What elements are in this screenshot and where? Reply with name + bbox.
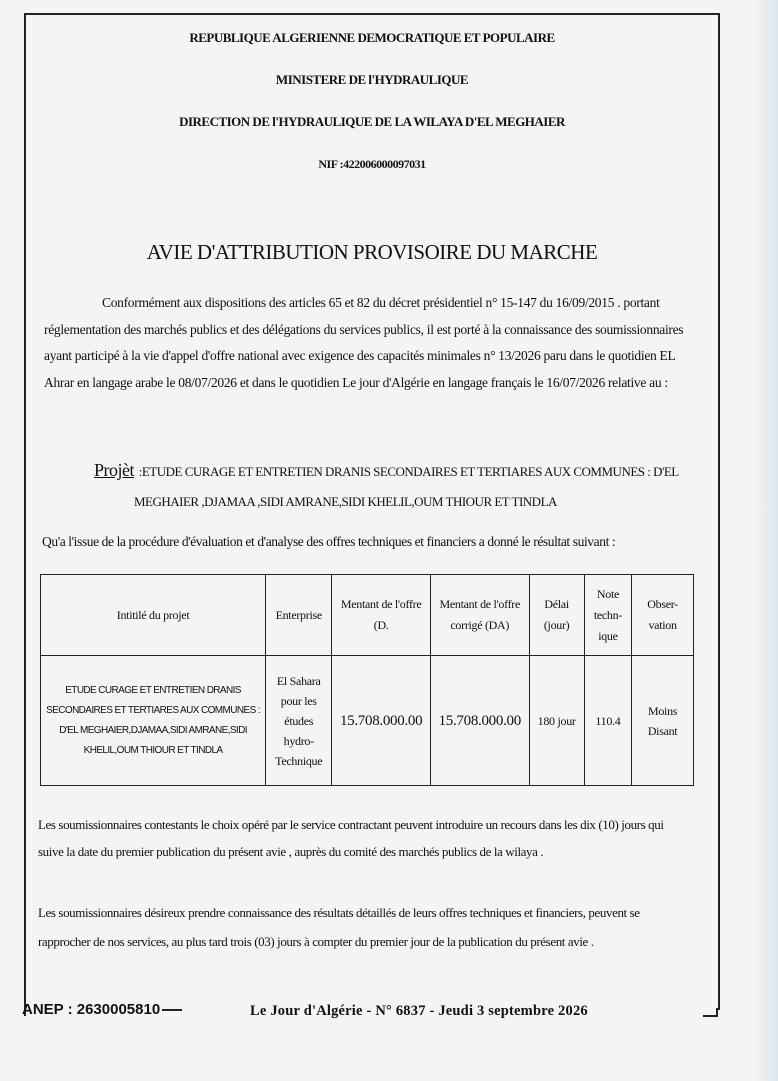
consultation-paragraph: Les soumissionnaires désireux prendre connaissance des résultats détaillés de leurs offres techniques et financiers, peuvent se rapprocher de nos services, au plus tard trois (03) jours à compter du premier jour de la publication du présent avie . xyxy=(38,905,640,949)
cell-montant: 15.708.000.00 xyxy=(332,656,431,786)
frame-bottom-right xyxy=(703,1015,718,1017)
th-delai: Délai (jour) xyxy=(529,575,584,656)
page-title: AVIE D'ATTRIBUTION PROVISOIRE DU MARCHE xyxy=(146,240,598,264)
scan-edge-strip xyxy=(752,0,778,1081)
header-ministere: MINISTERE DE l'HYDRAULIQUE xyxy=(275,72,469,87)
th-montant: Mentant de l'offre (D. xyxy=(332,575,431,656)
anep-reference xyxy=(22,1001,184,1018)
recours-paragraph: Les soumissionnaires contestants le choix opéré par le service contractant peuvent introduire un recours dans les dix (10) jours qui suive la date du premier publication du présent avie , auprès du comité des marchés publics de la wilaya . xyxy=(38,817,664,859)
header-republique: REPUBLIQUE ALGERIENNE DEMOCRATIQUE ET POPULAIRE xyxy=(189,30,555,45)
intro-paragraph xyxy=(44,290,684,396)
cell-intitule: ETUDE CURAGE ET ENTRETIEN DRANIS SECONDAIRES ET TERTIARES AUX COMMUNES : D'EL MEGHAIER,DJAMAA,SIDI AMRANE,SIDI KHELIL,OUM THIOUR ET TINDLA xyxy=(41,656,266,786)
th-intitule: Intitilé du projet xyxy=(41,575,266,656)
intro-text: Conformément aux dispositions des articles 65 et 82 du décret présidentiel n° 15-147 du 16/09/2015 . portant réglementation des marchés publics et des délégations du services publics, il est porté à la connaissance des soumissionnaires ayant participé à la vie d'appel d'offre national avec exigence des capacités minimales n° 13/2026 paru dans le quotidien EL Ahrar en langage arabe le 08/07/2026 et dans le quotidien Le jour d'Algérie en langage français le 16/07/2026 relative au : xyxy=(44,295,684,390)
cell-montant-corrige: 15.708.000.00 xyxy=(430,656,529,786)
projet-block xyxy=(94,455,694,517)
th-entreprise: Enterprise xyxy=(266,575,332,656)
cell-delai: 180 jour xyxy=(529,656,584,786)
results-table xyxy=(40,574,694,786)
header-direction: DIRECTION DE l'HYDRAULIQUE DE LA WILAYA D'EL MEGHAIER xyxy=(179,114,565,129)
table-header-row xyxy=(41,575,694,656)
projet-line1: :ETUDE CURAGE ET ENTRETIEN DRANIS SECONDAIRES ET TERTIARES AUX COMMUNES : D'EL xyxy=(138,464,679,479)
th-montant-corrige: Mentant de l'offre corrigé (DA) xyxy=(430,575,529,656)
projet-label: Projèt xyxy=(94,460,134,480)
result-intro: Qu'a l'issue de la procédure d'évaluation et d'analyse des offres techniques et financiers a donné le résultat suivant : xyxy=(42,534,616,549)
anep-text: ANEP : 2630005810 xyxy=(22,1001,161,1018)
projet-line2: MEGHAIER ,DJAMAA ,SIDI AMRANE,SIDI KHELIL,OUM THIOUR ET TINDLA xyxy=(134,494,557,509)
anep-dash xyxy=(162,1009,182,1011)
th-observation: Obser-vation xyxy=(632,575,694,656)
cell-note: 110.4 xyxy=(584,656,631,786)
th-note: Note techn-ique xyxy=(584,575,631,656)
cell-observation: Moins Disant xyxy=(632,656,694,786)
cell-entreprise: El Sahara pour les études hydro-Technique xyxy=(266,656,332,786)
table-row xyxy=(41,656,694,786)
header-nif: NIF :422006000097031 xyxy=(318,157,426,171)
journal-footer: Le Jour d'Algérie - N° 6837 - Jeudi 3 septembre 2026 xyxy=(250,1003,588,1019)
